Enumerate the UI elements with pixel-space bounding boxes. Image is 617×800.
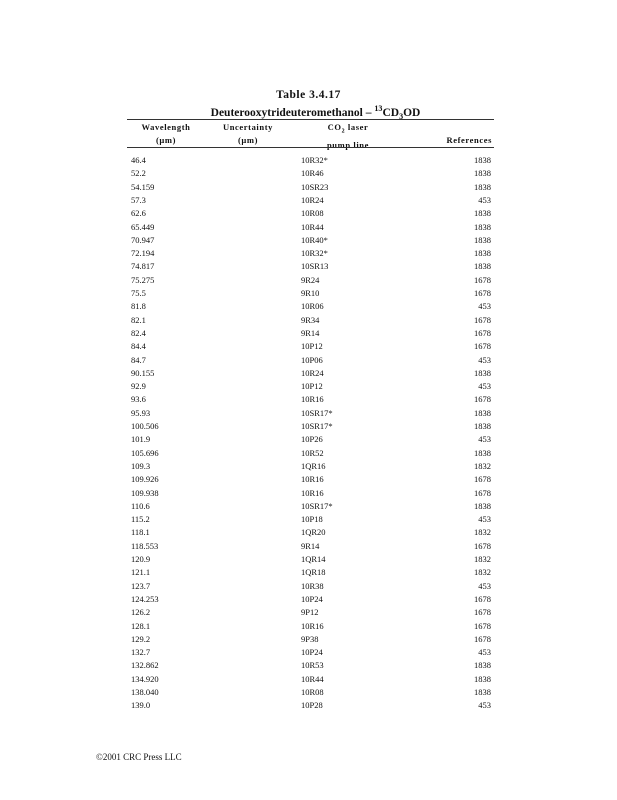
reference-cell: 453 — [478, 580, 491, 591]
table-row — [0, 195, 617, 208]
wavelength-cell: 109.3 — [131, 460, 151, 471]
wavelength-cell: 92.9 — [131, 381, 146, 392]
header-label: Wavelength — [141, 122, 191, 132]
reference-cell: 1832 — [474, 567, 491, 578]
wavelength-cell: 65.449 — [131, 221, 155, 232]
wavelength-cell: 115.2 — [131, 514, 150, 525]
table-row — [0, 514, 617, 527]
reference-cell: 453 — [478, 700, 491, 711]
pump-line-cell: 10R16 — [301, 394, 324, 405]
table-row — [0, 235, 617, 248]
wavelength-cell: 128.1 — [131, 620, 151, 631]
wavelength-cell: 54.159 — [131, 181, 155, 192]
wavelength-cell: 70.947 — [131, 234, 155, 245]
wavelength-cell: 95.93 — [131, 407, 151, 418]
pump-line-cell: 10R44 — [301, 221, 324, 232]
reference-cell: 1838 — [474, 155, 491, 165]
header-label: pump line — [326, 139, 369, 150]
pump-line-cell: 10R53 — [301, 660, 324, 671]
table-row — [0, 474, 617, 487]
reference-cell: 1678 — [474, 394, 491, 405]
reference-cell: 1832 — [474, 460, 491, 471]
header-text: laser — [345, 122, 369, 132]
table-row — [0, 488, 617, 501]
wavelength-cell: 118.553 — [131, 540, 159, 551]
reference-cell: 453 — [478, 381, 491, 392]
table-row — [0, 222, 617, 235]
reference-cell: 453 — [478, 514, 491, 525]
pump-line-cell: 10R08 — [301, 687, 324, 697]
pump-line-cell: 10R16 — [301, 620, 324, 631]
table-row — [0, 634, 617, 647]
reference-cell: 1678 — [474, 540, 491, 551]
table-row — [0, 687, 617, 700]
pump-line-cell: 9R14 — [301, 540, 320, 551]
reference-cell: 1838 — [474, 407, 491, 418]
reference-cell: 1678 — [474, 620, 491, 631]
pump-line-cell: 10P26 — [301, 434, 323, 445]
pump-line-cell: 10R32* — [301, 155, 328, 165]
header-text: CO — [327, 122, 342, 132]
table-row — [0, 434, 617, 447]
table-row — [0, 541, 617, 554]
header-subscript: 2 — [341, 128, 346, 135]
reference-cell: 1838 — [474, 421, 491, 431]
reference-cell: 1838 — [474, 500, 491, 511]
pump-line-cell: 10SR17* — [301, 500, 333, 511]
table-row — [0, 421, 617, 434]
pump-line-cell: 10R24 — [301, 367, 324, 378]
table-row — [0, 328, 617, 341]
pump-line-cell: 10R32* — [301, 248, 328, 259]
reference-cell: 1838 — [474, 234, 491, 245]
table-row — [0, 594, 617, 607]
wavelength-cell: 123.7 — [131, 580, 151, 591]
wavelength-cell: 74.817 — [131, 261, 155, 272]
pump-line-cell: 10P12 — [301, 381, 323, 392]
reference-cell: 453 — [478, 354, 491, 365]
pump-line-cell: 9R24 — [301, 274, 320, 285]
table-row — [0, 527, 617, 540]
table-row — [0, 408, 617, 421]
wavelength-cell: 100.506 — [131, 421, 159, 431]
pump-line-cell: 10R16 — [301, 487, 324, 498]
reference-cell: 1838 — [474, 261, 491, 272]
reference-cell: 453 — [478, 194, 491, 205]
wavelength-cell: 109.926 — [131, 474, 159, 485]
wavelength-cell: 75.275 — [131, 274, 155, 285]
table-row — [0, 368, 617, 381]
reference-cell: 1678 — [474, 288, 491, 298]
header-references: References — [446, 135, 492, 145]
pump-line-cell: 10R38 — [301, 580, 324, 591]
table-row — [0, 315, 617, 328]
pump-line-cell: 10R46 — [301, 168, 324, 179]
pump-line-cell: 1QR16 — [301, 460, 326, 471]
wavelength-cell: 118.1 — [131, 527, 150, 538]
wavelength-cell: 138.040 — [131, 687, 159, 697]
pump-line-cell: 10R08 — [301, 208, 324, 219]
header-label: Uncertainty — [222, 122, 274, 132]
pump-line-cell: 10R06 — [301, 301, 324, 312]
table-row — [0, 581, 617, 594]
wavelength-cell: 62.6 — [131, 208, 146, 219]
wavelength-cell: 132.862 — [131, 660, 159, 671]
reference-cell: 1838 — [474, 367, 491, 378]
reference-cell: 1838 — [474, 660, 491, 671]
pump-line-cell: 10SR17* — [301, 407, 333, 418]
wavelength-cell: 46.4 — [131, 155, 146, 165]
pump-line-cell: 10P12 — [301, 341, 323, 352]
wavelength-cell: 82.4 — [131, 327, 146, 338]
header-wavelength — [134, 121, 198, 147]
wavelength-cell: 101.9 — [131, 434, 151, 445]
wavelength-cell: 134.920 — [131, 673, 159, 684]
pump-line-cell: 9R34 — [301, 314, 320, 325]
table-row — [0, 168, 617, 181]
pump-line-cell: 10R52 — [301, 447, 324, 458]
table-row — [0, 288, 617, 301]
pump-line-cell: 10P28 — [301, 700, 323, 711]
header-top-rule — [127, 119, 494, 120]
reference-cell: 1832 — [474, 527, 491, 538]
reference-cell: 1678 — [474, 593, 491, 604]
wavelength-cell: 132.7 — [131, 647, 151, 658]
pump-line-cell: 10SR13 — [301, 261, 329, 272]
reference-cell: 1678 — [474, 474, 491, 485]
pump-line-cell: 10R40* — [301, 234, 328, 245]
header-bottom-rule — [127, 147, 494, 148]
wavelength-cell: 52.2 — [131, 168, 146, 179]
formula-subscript: 3 — [399, 112, 404, 122]
reference-cell: 1832 — [474, 554, 491, 564]
wavelength-cell: 57.3 — [131, 194, 146, 205]
table-row — [0, 355, 617, 368]
pump-line-cell: 10R24 — [301, 194, 324, 205]
reference-cell: 1838 — [474, 687, 491, 697]
reference-cell: 1678 — [474, 327, 491, 338]
pump-line-cell: 9P38 — [301, 633, 319, 644]
wavelength-cell: 81.8 — [131, 301, 146, 312]
table-row — [0, 607, 617, 620]
table-row — [0, 261, 617, 274]
wavelength-cell: 120.9 — [131, 554, 151, 564]
table-row — [0, 554, 617, 567]
table-row — [0, 381, 617, 394]
reference-cell: 1678 — [474, 487, 491, 498]
table-row — [0, 674, 617, 687]
table-row — [0, 275, 617, 288]
wavelength-cell: 82.1 — [131, 314, 146, 325]
pump-line-cell: 9R10 — [301, 288, 320, 298]
header-uncertainty — [218, 121, 278, 147]
copyright-footer: ©2001 CRC Press LLC — [96, 752, 182, 762]
table-row — [0, 248, 617, 261]
table-number: Table 3.4.17 — [276, 89, 341, 101]
pump-line-cell: 1QR14 — [301, 554, 326, 564]
wavelength-cell: 93.6 — [131, 394, 146, 405]
reference-cell: 453 — [478, 647, 491, 658]
table-row — [0, 301, 617, 314]
wavelength-cell: 129.2 — [131, 633, 151, 644]
reference-cell: 1838 — [474, 208, 491, 219]
wavelength-cell: 124.253 — [131, 593, 159, 604]
formula-part: CD — [382, 106, 400, 119]
pump-line-cell: 10R16 — [301, 474, 324, 485]
wavelength-cell: 75.5 — [131, 288, 146, 298]
reference-cell: 1678 — [474, 633, 491, 644]
reference-cell: 1838 — [474, 181, 491, 192]
compound-name: Deuterooxytrideuteromethanol – — [210, 106, 375, 119]
header-unit: (µm) — [237, 135, 259, 145]
pump-line-cell: 1QR18 — [301, 567, 326, 578]
table-row — [0, 461, 617, 474]
reference-cell: 1678 — [474, 274, 491, 285]
table-row — [0, 660, 617, 673]
table-row — [0, 155, 617, 168]
table-row — [0, 700, 617, 713]
pump-line-cell: 9R14 — [301, 327, 320, 338]
table-row — [0, 341, 617, 354]
wavelength-cell: 90.155 — [131, 367, 155, 378]
table-row — [0, 448, 617, 461]
wavelength-cell: 84.7 — [131, 354, 146, 365]
header-unit: (µm) — [155, 135, 177, 145]
wavelength-cell: 72.194 — [131, 248, 155, 259]
reference-cell: 1678 — [474, 314, 491, 325]
pump-line-cell: 9P12 — [301, 607, 319, 618]
reference-cell: 453 — [478, 434, 491, 445]
wavelength-cell: 84.4 — [131, 341, 146, 352]
table-row — [0, 394, 617, 407]
table-row — [0, 182, 617, 195]
reference-cell: 1838 — [474, 168, 491, 179]
wavelength-cell: 126.2 — [131, 607, 151, 618]
pump-line-cell: 10R44 — [301, 673, 324, 684]
pump-line-cell: 1QR20 — [301, 527, 326, 538]
formula-isotope: 13 — [374, 104, 383, 113]
reference-cell: 1678 — [474, 341, 491, 352]
pump-line-cell: 10SR23 — [301, 181, 329, 192]
reference-cell: 1838 — [474, 221, 491, 232]
table-row — [0, 208, 617, 221]
table-row — [0, 567, 617, 580]
reference-cell: 453 — [478, 301, 491, 312]
table-row — [0, 501, 617, 514]
table-row — [0, 621, 617, 634]
pump-line-cell: 10P24 — [301, 593, 323, 604]
pump-line-cell: 10P18 — [301, 514, 323, 525]
reference-cell: 1678 — [474, 607, 491, 618]
wavelength-cell: 139.0 — [131, 700, 151, 711]
reference-cell: 1838 — [474, 673, 491, 684]
pump-line-cell: 10P06 — [301, 354, 323, 365]
reference-cell: 1838 — [474, 248, 491, 259]
wavelength-cell: 121.1 — [131, 567, 151, 578]
reference-cell: 1838 — [474, 447, 491, 458]
header-label — [318, 121, 378, 139]
wavelength-cell: 109.938 — [131, 487, 159, 498]
table-row — [0, 647, 617, 660]
formula-part: OD — [403, 106, 421, 119]
wavelength-cell: 105.696 — [131, 447, 159, 458]
pump-line-cell: 10P24 — [301, 647, 323, 658]
wavelength-cell: 110.6 — [131, 500, 150, 511]
pump-line-cell: 10SR17* — [301, 421, 333, 431]
